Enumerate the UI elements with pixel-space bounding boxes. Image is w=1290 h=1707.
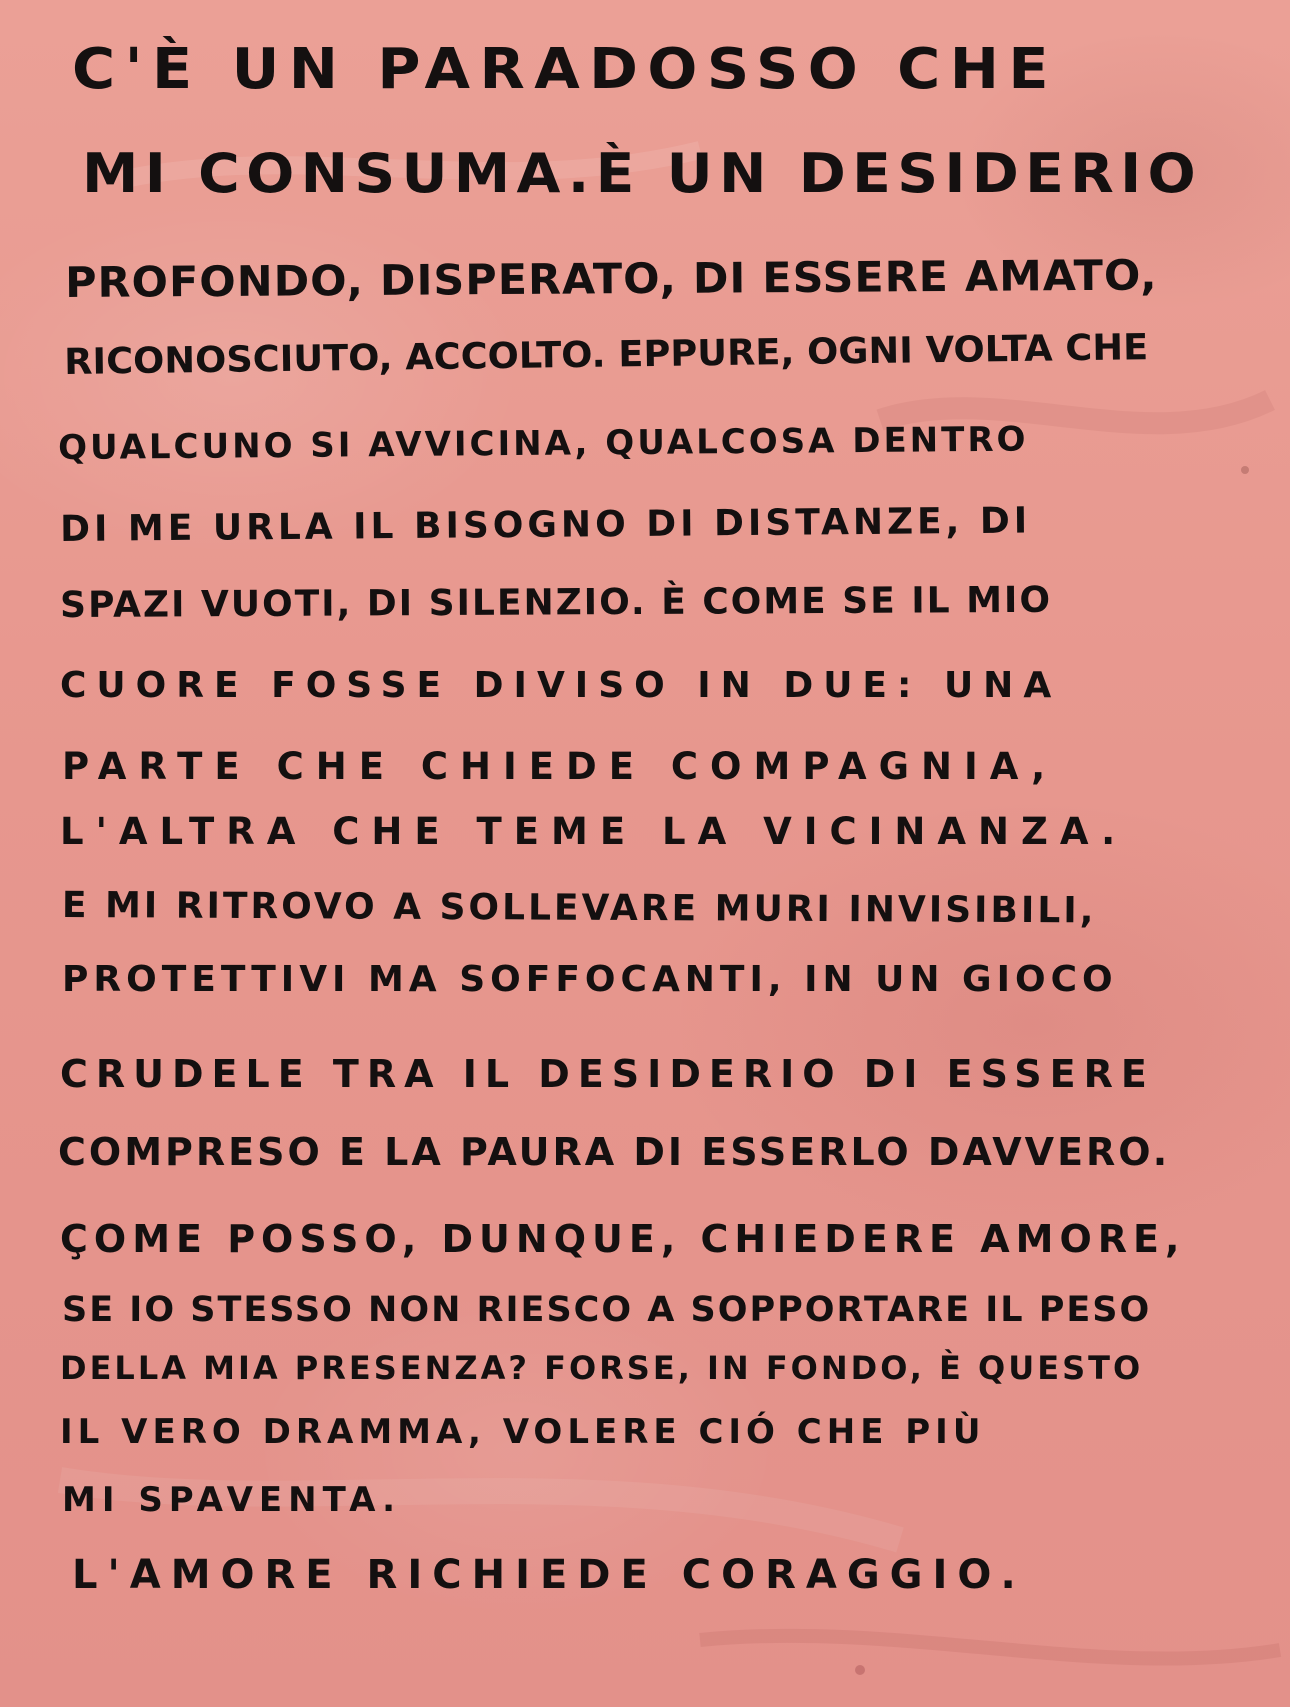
text-line-1: C'È UN PARADOSSO CHE (72, 37, 1059, 102)
text-line-11: E MI RITROVO A SOLLEVARE MURI INVISIBILI, (61, 885, 1097, 932)
text-line-9: PARTE CHE CHIEDE COMPAGNIA, (62, 745, 1058, 788)
text-line-18: IL VERO DRAMMA, VOLERE CIÓ CHE PIÙ (60, 1412, 986, 1452)
text-line-20: L'AMORE RICHIEDE CORAGGIO. (72, 1552, 1026, 1598)
text-line-15: ÇOME POSSO, DUNQUE, CHIEDERE AMORE, (60, 1217, 1186, 1261)
text-line-14: COMPRESO E LA PAURA DI ESSERLO DAVVERO. (58, 1130, 1171, 1174)
text-line-10: L'ALTRA CHE TEME LA VICINANZA. (60, 810, 1128, 853)
text-line-2: MI CONSUMA.È UN DESIDERIO (82, 142, 1202, 205)
text-line-17: DELLA MIA PRESENZA? FORSE, IN FONDO, È QUESTO (60, 1349, 1144, 1387)
text-line-5: QUALCUNO SI AVVICINA, QUALCOSA DENTRO (57, 419, 1029, 468)
text-line-7: SPAZI VUOTI, DI SILENZIO. È COME SE IL MIO (59, 579, 1053, 626)
text-line-13: CRUDELE TRA IL DESIDERIO DI ESSERE (60, 1052, 1155, 1096)
text-line-3: PROFONDO, DISPERATO, DI ESSERE AMATO, (64, 250, 1158, 307)
text-line-19: MI SPAVENTA. (62, 1480, 402, 1520)
text-line-4: RICONOSCIUTO, ACCOLTO. EPPURE, OGNI VOLTA CHE (63, 327, 1149, 383)
text-line-8: CUORE FOSSE DIVISO IN DUE: UNA (60, 665, 1062, 706)
text-line-12: PROTETTIVI MA SOFFOCANTI, IN UN GIOCO (62, 959, 1118, 1000)
text-line-16: SE IO STESSO NON RIESCO A SOPPORTARE IL PESO (62, 1290, 1152, 1330)
text-line-6: DI ME URLA IL BISOGNO DI DISTANZE, DI (59, 500, 1032, 550)
